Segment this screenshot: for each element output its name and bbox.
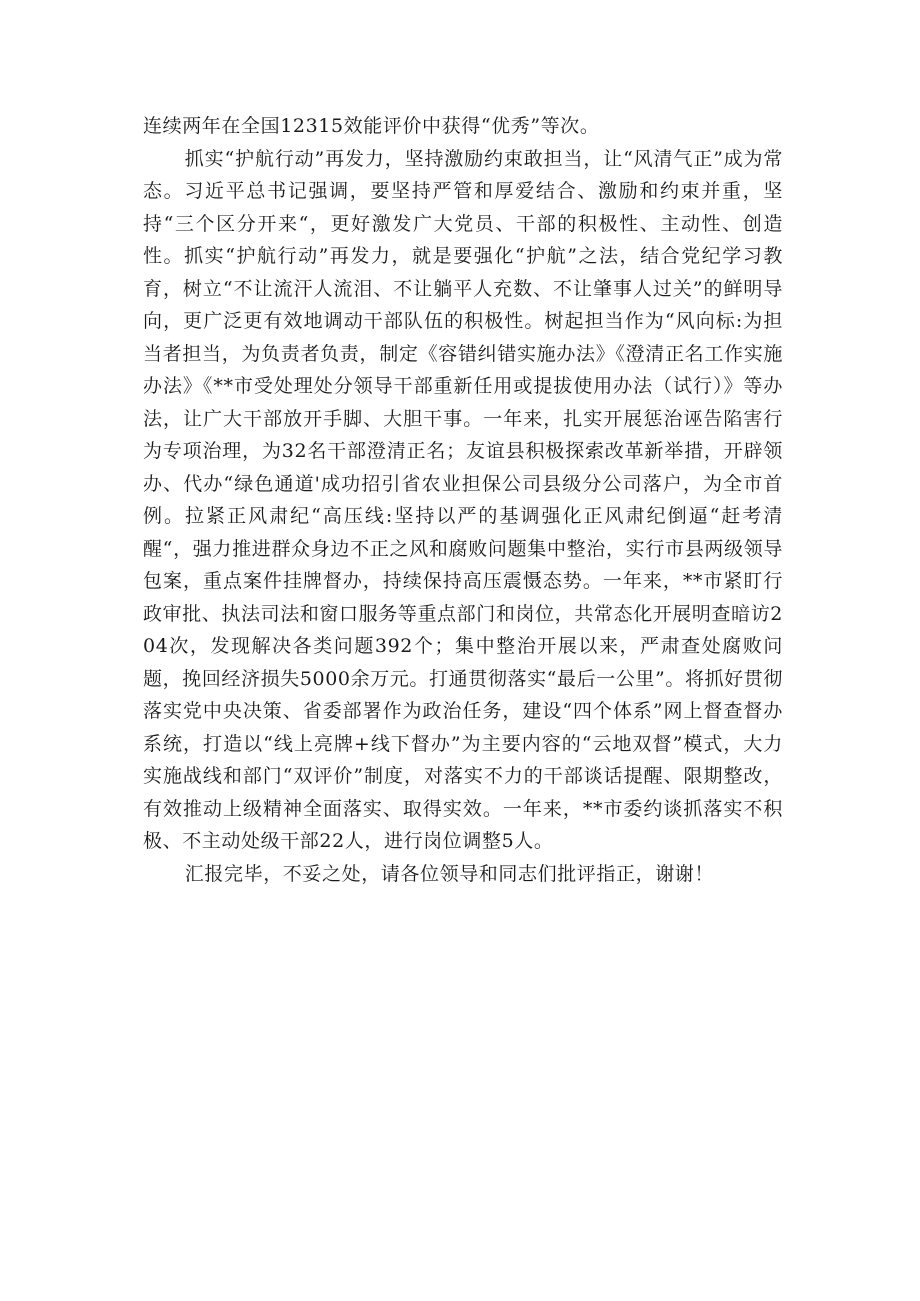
paragraph-continuation: 连续两年在全国12315效能评价中获得“优秀”等次。 xyxy=(143,115,600,137)
document-body xyxy=(143,110,783,890)
paragraph-closing: 汇报完毕，不妥之处，请各位领导和同志们批评指正，谢谢！ xyxy=(184,862,714,885)
paragraph-protection-action: 抓实“护航行动”再发力，坚持激励约束敢担当，让“风清气正”成为常态。习近平总书记强调，要坚持严管和厚爱结合、激励和约束并重，坚持“三个区分开来“，更好激发广大党员、干部的积极性、主动性、创造性。抓实“护航行动”再发力，就是要强化“护航”之法，结合党纪学习教育，树立“不让流汗人流泪、不让躺平人充数、不让肇事人过关”的鲜明导向，更广泛更有效地调动干部队伍的积极性。树起担当作为“风向标:为担当者担当，为负责者负责，制定《容错纠错实施办法》《澄清正名工作实施办法》《**市受处理处分领导干部重新任用或提拔使用办法（试行）》等办法，让广大干部放开手脚、大胆干事。一年来，扎实开展惩治诬告陷害行为专项治理，为32名干部澄清正名；友谊县积极探索改革新举措，开辟领办、代办“绿色通道'成功招引省农业担保公司县级分公司落户，为全市首例。拉紧正风肃纪“高压线:坚持以严的基调强化正风肃纪倒逼“赶考清醒“，强力推进群众身边不正之风和腐败问题集中整治，实行市县两级领导包案，重点案件挂牌督办，持续保持高压震慑态势。一年来，**市紧盯行政审批、执法司法和窗口服务等重点部门和岗位，共常态化开展明查暗访204次，发现解决各类问题392个；集中整治开展以来，严肃查处腐败问题，挽回经济损失5000余万元。打通贯彻落实“最后一公里”。将抓好贯彻落实党中央决策、省委部署作为政治任务，建设“四个体系”网上督查督办系统，打造以“线上亮牌+线下督办”为主要内容的“云地双督”模式，大力实施战线和部门“双评价”制度，对落实不力的干部谈话提醒、限期整改，有效推动上级精神全面落实、取得实效。一年来，**市委约谈抓落实不积极、不主动处级干部22人，进行岗位调整5人。 xyxy=(143,147,783,852)
